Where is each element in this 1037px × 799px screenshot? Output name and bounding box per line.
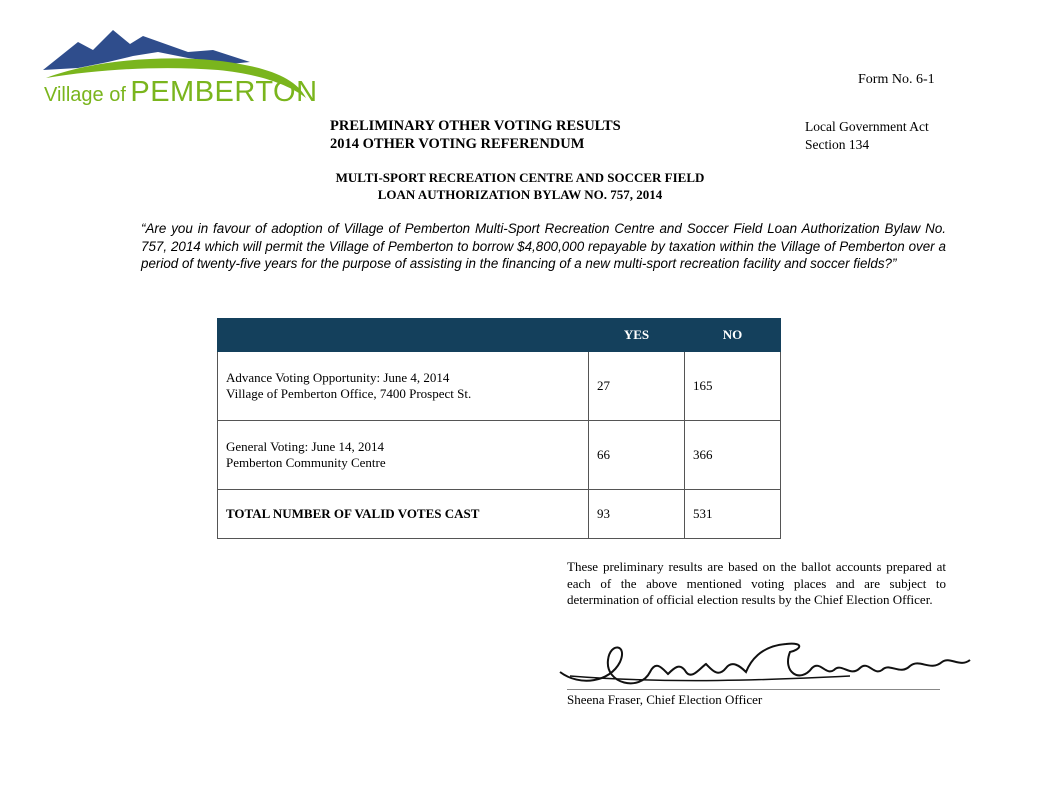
preliminary-results-note: These preliminary results are based on the ballot accounts prepared at each of the above mentioned voting places and are subject to determination of official election results by the Chief Election Officer. [567, 559, 946, 607]
row-label-line-1: Advance Voting Opportunity: June 4, 2014 [226, 370, 450, 385]
logo-text-big: PEMBERTON [130, 76, 318, 108]
no-count: 165 [685, 352, 781, 421]
referendum-question: “Are you in favour of adoption of Village of Pemberton Multi-Sport Recreation Centre and Soccer Field Loan Authorization Bylaw No. 757, 2014 which will permit the Village of Pemberton to borrow $4,800,000 repayable by taxation within the Village of Pemberton over a period of twenty-five years for the purpose of assisting in the financing of a new multi-sport recreation facility and soccer fields?” [141, 221, 946, 271]
subtitle-line-2: LOAN AUTHORIZATION BYLAW NO. 757, 2014 [377, 187, 663, 202]
row-label [218, 352, 589, 421]
table-total-row [218, 490, 781, 539]
row-label-line-2: Pemberton Community Centre [226, 455, 386, 470]
row-label-line-2: Village of Pemberton Office, 7400 Prospect St. [226, 386, 472, 401]
act-line-1: Local Government Act [805, 119, 929, 134]
header-blank [218, 319, 589, 352]
signatory-name: Sheena Fraser, Chief Election Officer [567, 692, 763, 707]
header-no: NO [685, 319, 781, 352]
signature-underline-stroke [570, 676, 850, 681]
table-header-row [218, 319, 781, 352]
row-label-line-1: General Voting: June 14, 2014 [226, 439, 385, 454]
yes-count: 27 [589, 352, 685, 421]
form-number: Form No. 6-1 [858, 72, 935, 87]
act-line-2: Section 134 [805, 137, 870, 152]
document-title [330, 117, 621, 153]
logo-wordmark [44, 76, 318, 109]
title-line-1: PRELIMINARY OTHER VOTING RESULTS [330, 118, 621, 134]
bylaw-subtitle [220, 169, 820, 203]
total-no: 531 [685, 490, 781, 539]
legislation-reference [805, 118, 929, 154]
signature-stroke [560, 644, 970, 684]
no-count: 366 [685, 421, 781, 490]
voting-results-table [217, 318, 781, 539]
title-line-2: 2014 OTHER VOTING REFERENDUM [330, 136, 585, 152]
table-row [218, 352, 781, 421]
header-yes: YES [589, 319, 685, 352]
signature-line [567, 689, 940, 690]
total-yes: 93 [589, 490, 685, 539]
yes-count: 66 [589, 421, 685, 490]
total-label: TOTAL NUMBER OF VALID VOTES CAST [218, 490, 589, 539]
row-label [218, 421, 589, 490]
subtitle-line-1: MULTI-SPORT RECREATION CENTRE AND SOCCER FIELD [335, 170, 705, 185]
logo-text-small: Village of [44, 84, 126, 106]
table-row [218, 421, 781, 490]
